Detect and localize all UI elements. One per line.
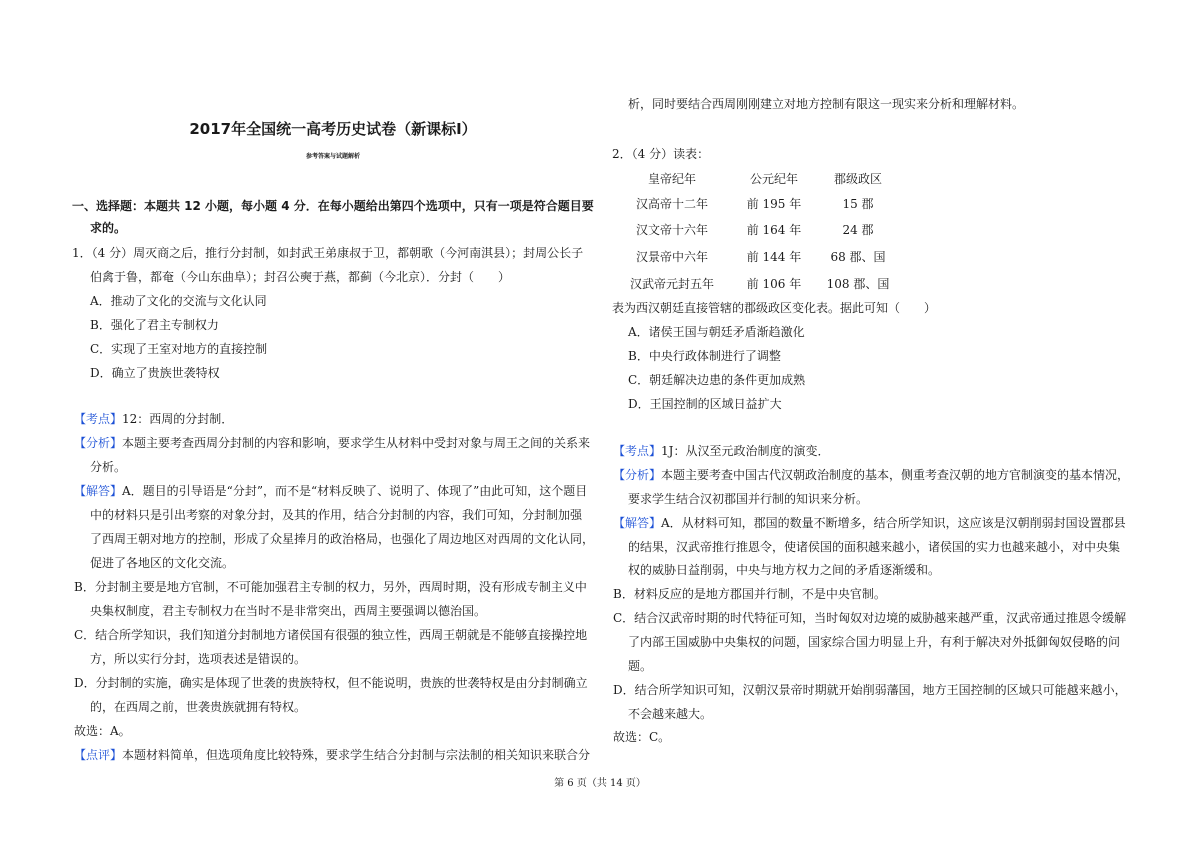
- q1-jieda-a-line2: 中的材料只是引出考察的对象分封，及其的作用，结合分封制的内容，我们可知，分封制加强: [90, 508, 583, 522]
- q2-jieda-c-line2: 了内部王国威胁中央集权的问题，国家综合国力明显上升，有利于解决对外抵御匈奴侵略的问: [628, 635, 1121, 649]
- q2-kaodian-tag: 【考点】: [613, 444, 662, 458]
- section-heading-line2: 求的。: [90, 221, 127, 235]
- q1-kaodian-text: 12：西周的分封制．: [122, 412, 234, 426]
- q1-dianping-line2: 析，同时要结合西周刚刚建立对地方控制有限这一现实来分析和理解材料。: [628, 97, 1025, 111]
- q1-jieda-a-line3: 了西周王朝对地方的控制，形成了众星捧月的政治格局，也强化了周边地区对西周的文化认同，: [90, 532, 595, 546]
- q2-jieda-a-line3: 权的威胁日益削弱，中央与地方权力之间的矛盾逐渐缓和。: [628, 563, 941, 577]
- q2-kaodian: [613, 443, 829, 459]
- q2-stem: 2．（4 分）读表：: [612, 147, 710, 161]
- q2-table-cell: 24 郡: [842, 223, 874, 237]
- q2-table-header-col1: 皇帝纪年: [647, 172, 696, 186]
- q1-fenxi: [74, 435, 590, 451]
- q1-fenxi-line1: 本题主要考查西周分封制的内容和影响，要求学生从材料中受封对象与周王之间的关系来: [122, 436, 591, 450]
- q1-fenxi-line2: 分析。: [90, 460, 127, 474]
- q2-jieda-c-line1: C．结合汉武帝时期的时代特征可知，当时匈奴对边境的威胁越来越严重，汉武帝通过推恩令缓解: [613, 611, 1127, 625]
- q2-option-a: A．诸侯王国与朝廷矛盾渐趋激化: [628, 325, 805, 339]
- q1-dianping-tag: 【点评】: [74, 748, 123, 762]
- q2-jieda-tag: 【解答】: [613, 516, 662, 530]
- q2-table-header: [612, 170, 912, 188]
- q2-table-cell: 108 郡、国: [826, 277, 890, 291]
- q1-jieda-d-line2: 的，在西周之前，世袭贵族就拥有特权。: [90, 700, 307, 714]
- q2-table-row: [612, 221, 912, 239]
- q1-fenxi-tag: 【分析】: [74, 436, 123, 450]
- q2-table-row: [612, 248, 912, 266]
- q1-dianping: [74, 747, 590, 763]
- q1-option-d: D．确立了贵族世袭特权: [90, 366, 220, 380]
- q1-jieda-c-line2: 方，所以实行分封，选项表述是错误的。: [90, 652, 307, 666]
- q1-option-c: C．实现了王室对地方的直接控制: [90, 342, 268, 356]
- q1-jieda-d-line1: D．分封制的实施，确实是体现了世袭的贵族特权，但不能说明，贵族的世袭特权是由分封制确立: [74, 676, 588, 690]
- q1-jieda-a-text1: A．题目的引导语是“分封”，而不是“材料反映了、说明了、体现了”由此可知，这个题目: [122, 484, 588, 498]
- page-footer: 第 6 页（共 14 页）: [554, 778, 646, 789]
- q2-table-cell: 68 郡、国: [830, 250, 886, 264]
- q2-option-b: B．中央行政体制进行了调整: [628, 349, 781, 363]
- q1-option-b: B．强化了君主专制权力: [90, 318, 219, 332]
- q1-dianping-line1: 本题材料简单，但选项角度比较特殊，要求学生结合分封制与宗法制的相关知识来联合分: [122, 748, 591, 762]
- q2-table-row: [612, 275, 912, 293]
- q1-stem-line2: 伯禽于鲁，都奄（今山东曲阜）；封召公奭于燕，都蓟（今北京）．分封（ ）: [90, 270, 511, 284]
- q2-jieda-a-text1: A．从材料可知，郡国的数量不断增多，结合所学知识，这应该是汉朝削弱封国设置郡县: [661, 516, 1126, 530]
- q1-jieda-c-line1: C．结合所学知识，我们知道分封制地方诸侯国有很强的独立性，西周王朝就是不能够直接操控地: [74, 628, 588, 642]
- q2-kaodian-text: 1J：从汉至元政治制度的演变．: [661, 444, 830, 458]
- q2-table-cell: 前 195 年: [746, 197, 802, 211]
- q2-table-row: [612, 195, 912, 213]
- q2-table-header-col3: 郡级政区: [833, 172, 882, 186]
- q2-fenxi-line1: 本题主要考查中国古代汉朝政治制度的基本，侧重考查汉朝的地方官制演变的基本情况，: [661, 468, 1130, 482]
- q1-jieda-a-line1: [74, 483, 587, 499]
- q2-answer: 故选：C。: [613, 730, 671, 744]
- q1-jieda-tag: 【解答】: [74, 484, 123, 498]
- q2-table-header-col2: 公元纪年: [749, 172, 798, 186]
- q2-fenxi-line2: 要求学生结合汉初郡国并行制的知识来分析。: [628, 492, 869, 506]
- q2-fenxi-tag: 【分析】: [613, 468, 662, 482]
- q2-jieda-c-line3: 题。: [628, 659, 653, 673]
- q2-option-c: C．朝廷解决边患的条件更加成熟: [628, 373, 806, 387]
- q2-table-cell: 汉高帝十二年: [635, 197, 708, 211]
- q2-jieda-b: B．材料反应的是地方郡国并行制，不是中央官制。: [613, 587, 886, 601]
- q1-answer: 故选：A。: [74, 724, 131, 738]
- document-title: 2017年全国统一高考历史试卷（新课标Ⅰ）: [189, 120, 477, 138]
- q2-jieda-a-line2: 的结果，汉武帝推行推恩令，使诸侯国的面积越来越小，诸侯国的实力也越来越小，对中央集: [628, 540, 1121, 554]
- q2-table-cell: 15 郡: [842, 197, 874, 211]
- q1-jieda-b-line2: 央集权制度，君主专制权力在当时不是非常突出，西周主要强调以德治国。: [90, 604, 487, 618]
- q1-kaodian: [74, 411, 233, 427]
- q2-jieda-d-line2: 不会越来越大。: [628, 707, 713, 721]
- q1-jieda-b-line1: B．分封制主要是地方官制，不可能加强君主专制的权力，另外，西周时期，没有形成专制主义中: [74, 580, 587, 594]
- q1-stem-line1: 1．（4 分）周灭商之后，推行分封制，如封武王弟康叔于卫，都朝歌（今河南淇县）；封周公长子: [72, 246, 584, 260]
- q2-question: 表为西汉朝廷直接管辖的郡级政区变化表。据此可知（ ）: [612, 301, 937, 315]
- document-subtitle: 参考答案与试题解析: [305, 153, 360, 160]
- q2-table-cell: 前 106 年: [746, 277, 802, 291]
- q2-jieda-a-line1: [613, 515, 1126, 531]
- q2-jieda-d-line1: D．结合所学知识可知，汉朝汉景帝时期就开始削弱藩国，地方王国控制的区域只可能越来越小，: [613, 683, 1127, 697]
- q2-table-cell: 汉景帝中六年: [635, 250, 708, 264]
- q1-option-a: A．推动了文化的交流与文化认同: [90, 294, 267, 308]
- q2-table-cell: 前 164 年: [746, 223, 802, 237]
- q1-kaodian-tag: 【考点】: [74, 412, 123, 426]
- section-heading-line1: 一、选择题：本题共 12 小题，每小题 4 分．在每小题给出第四个选项中，只有一项是符合题目要: [72, 199, 594, 213]
- q2-table-cell: 汉文帝十六年: [635, 223, 708, 237]
- q2-option-d: D．王国控制的区域日益扩大: [628, 397, 782, 411]
- q2-table-cell: 前 144 年: [746, 250, 802, 264]
- q1-jieda-a-line4: 促进了各地区的文化交流。: [90, 556, 235, 570]
- q2-table-cell: 汉武帝元封五年: [629, 277, 714, 291]
- q2-fenxi: [613, 467, 1129, 483]
